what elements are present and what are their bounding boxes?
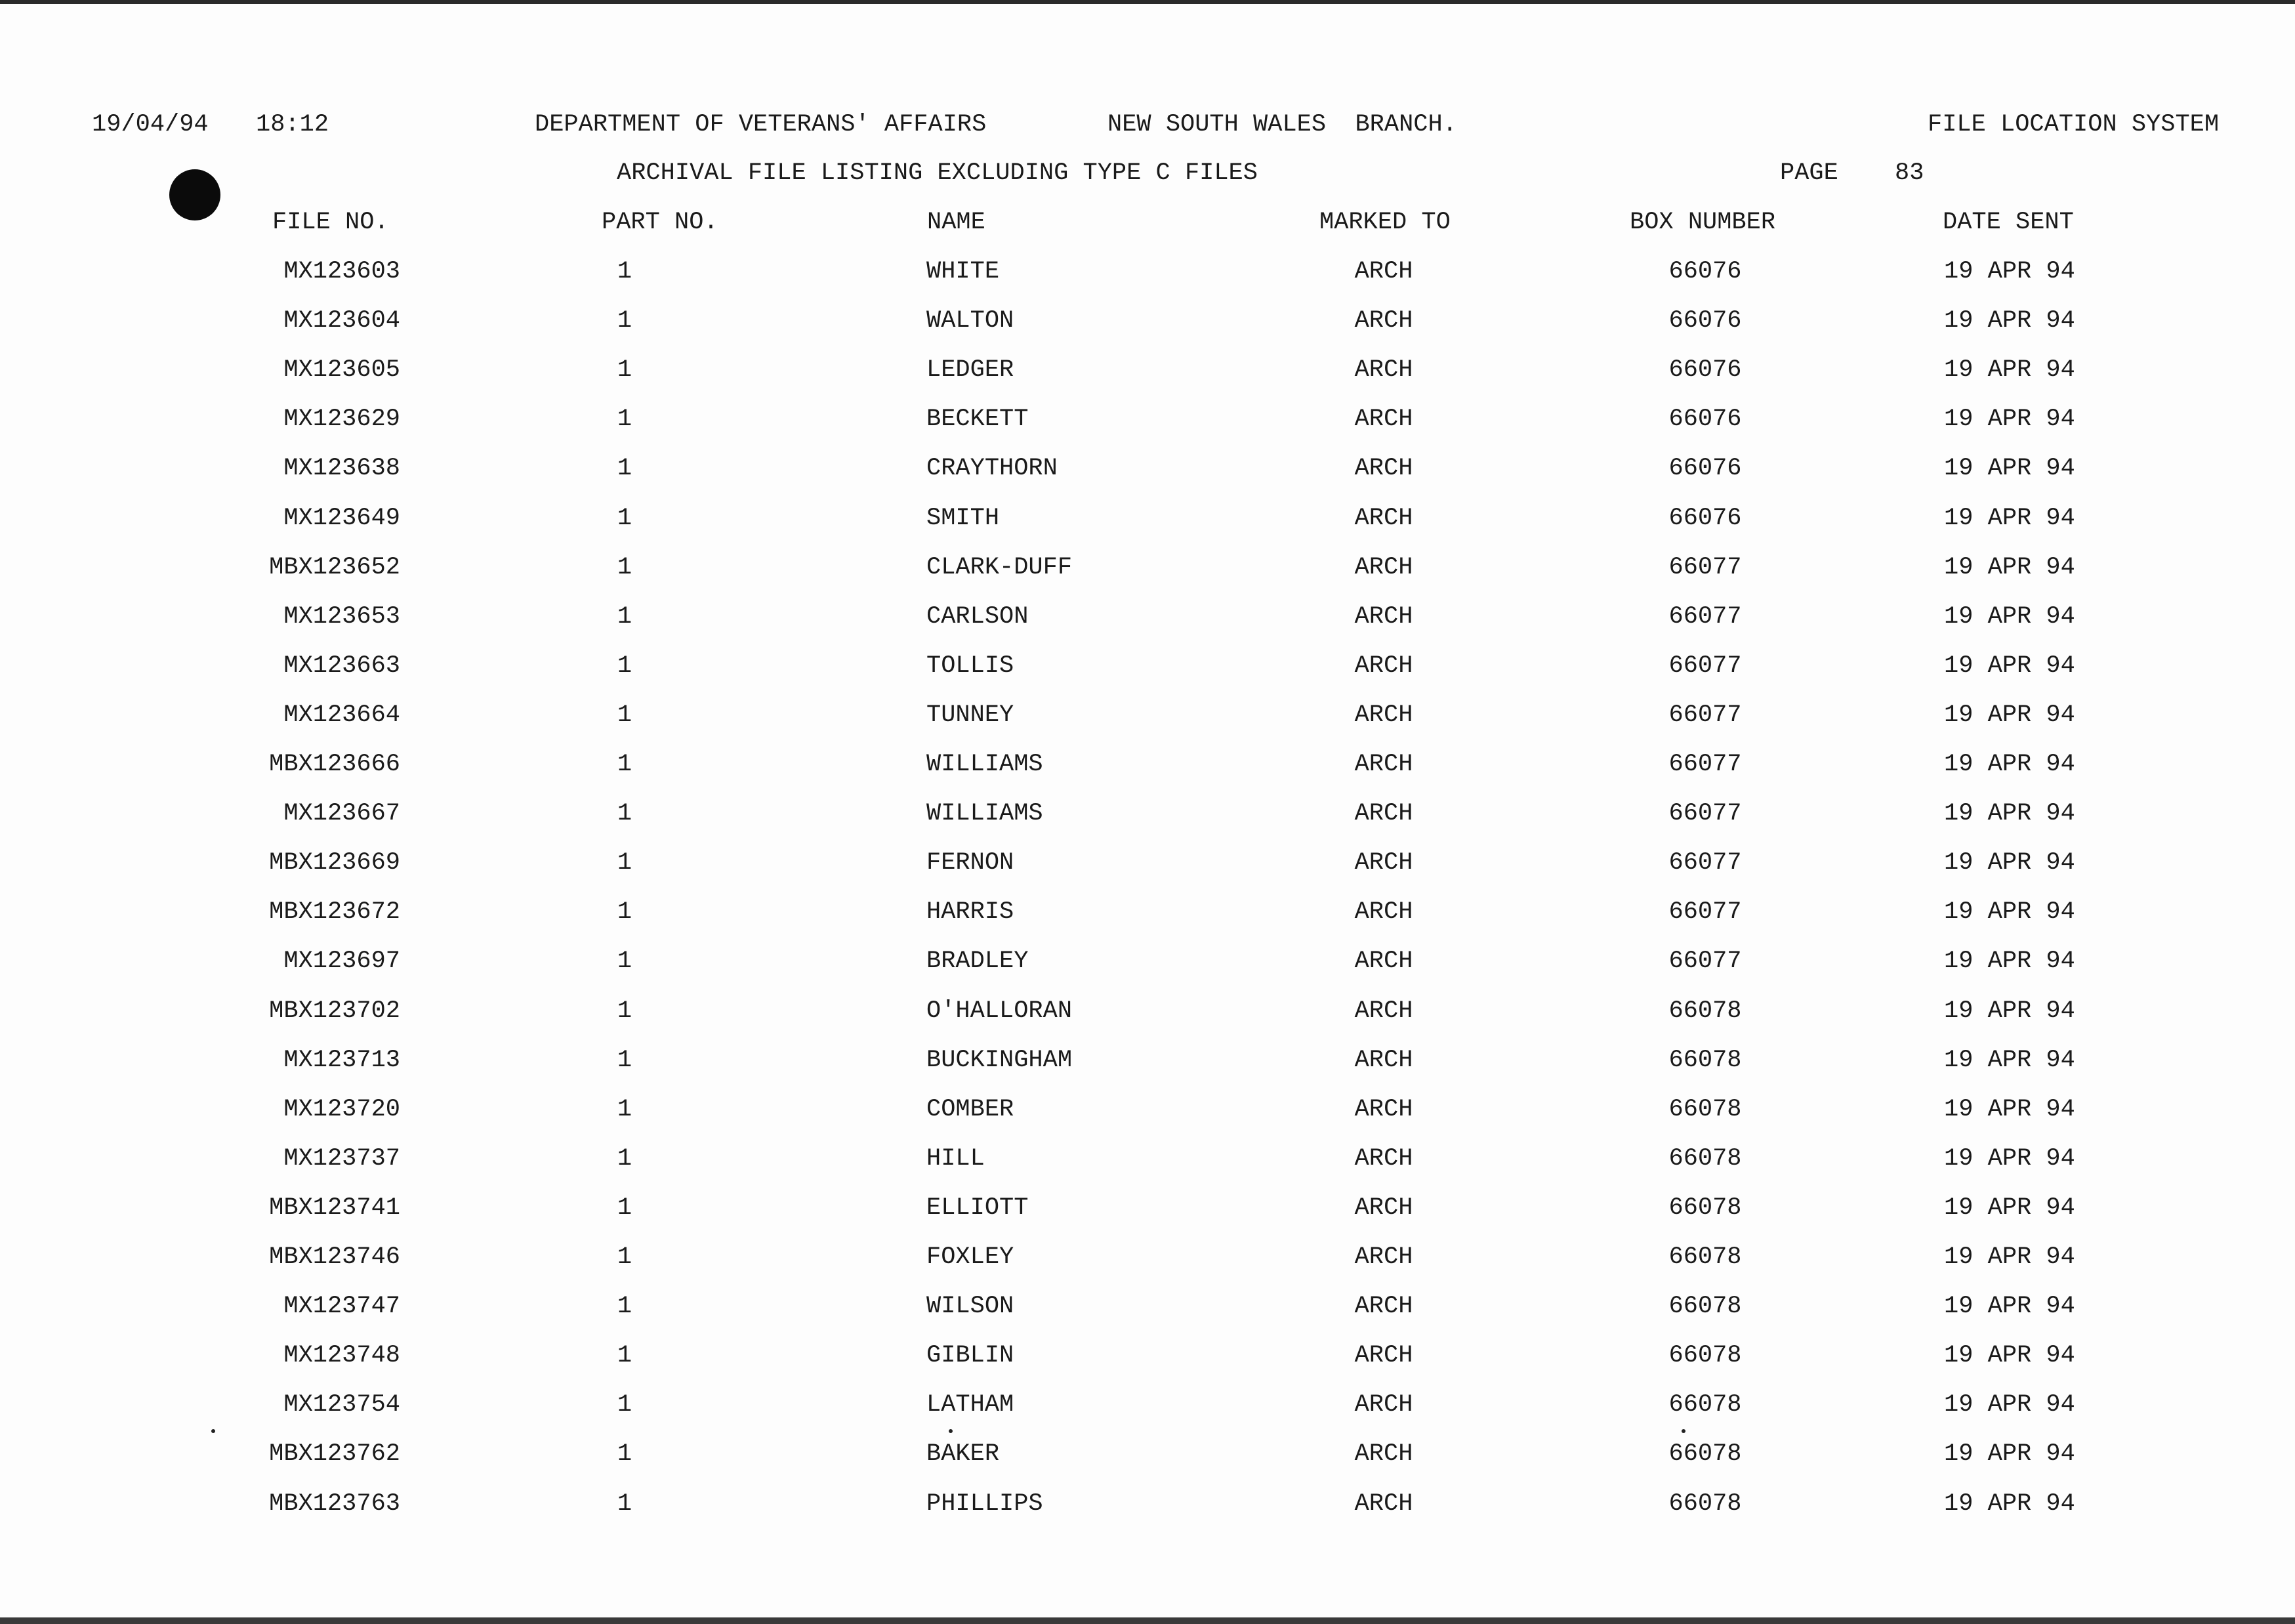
cell-date-sent: 19 APR 94 (1944, 800, 2075, 827)
cell-part-no: 1 (617, 751, 632, 778)
report-subtitle: ARCHIVAL FILE LISTING EXCLUDING TYPE C FILES (617, 159, 1258, 187)
cell-marked-to: ARCH (1354, 849, 1413, 877)
cell-marked-to: ARCH (1354, 1096, 1413, 1123)
cell-part-no: 1 (617, 701, 632, 729)
cell-date-sent: 19 APR 94 (1944, 603, 2075, 631)
cell-part-no: 1 (617, 1440, 632, 1468)
cell-date-sent: 19 APR 94 (1944, 406, 2075, 433)
cell-file-no: MX123754 (283, 1391, 400, 1419)
cell-name: HARRIS (926, 898, 1014, 926)
cell-box-number: 66078 (1668, 1096, 1742, 1123)
cell-file-no: MX123663 (283, 652, 400, 680)
cell-date-sent: 19 APR 94 (1944, 1391, 2075, 1419)
cell-file-no: MBX123702 (269, 997, 400, 1025)
cell-name: FERNON (926, 849, 1014, 877)
cell-name: ELLIOTT (926, 1194, 1029, 1222)
cell-box-number: 66077 (1668, 603, 1742, 631)
cell-file-no: MX123605 (283, 356, 400, 384)
cell-file-no: MX123604 (283, 307, 400, 335)
cell-file-no: MX123629 (283, 406, 400, 433)
cell-date-sent: 19 APR 94 (1944, 1145, 2075, 1173)
cell-box-number: 66078 (1668, 1391, 1742, 1419)
cell-marked-to: ARCH (1354, 406, 1413, 433)
cell-part-no: 1 (617, 554, 632, 581)
cell-marked-to: ARCH (1354, 505, 1413, 532)
cell-file-no: MBX123741 (269, 1194, 400, 1222)
report-time: 18:12 (256, 111, 329, 138)
cell-marked-to: ARCH (1354, 800, 1413, 827)
cell-date-sent: 19 APR 94 (1944, 1243, 2075, 1271)
scan-speck (949, 1429, 953, 1433)
cell-part-no: 1 (617, 1490, 632, 1518)
cell-box-number: 66077 (1668, 800, 1742, 827)
cell-box-number: 66076 (1668, 455, 1742, 482)
cell-file-no: MX123638 (283, 455, 400, 482)
cell-box-number: 66078 (1668, 1440, 1742, 1468)
cell-file-no: MBX123746 (269, 1243, 400, 1271)
cell-marked-to: ARCH (1354, 1490, 1413, 1518)
cell-name: COMBER (926, 1096, 1014, 1123)
scan-bottom-edge (0, 1617, 2295, 1624)
cell-name: WILSON (926, 1293, 1014, 1320)
cell-name: SMITH (926, 505, 1000, 532)
cell-name: BECKETT (926, 406, 1029, 433)
cell-date-sent: 19 APR 94 (1944, 307, 2075, 335)
system-name: FILE LOCATION SYSTEM (1928, 111, 2220, 138)
cell-file-no: MX123653 (283, 603, 400, 631)
cell-file-no: MBX123652 (269, 554, 400, 581)
cell-marked-to: ARCH (1354, 1391, 1413, 1419)
cell-file-no: MX123748 (283, 1342, 400, 1369)
cell-marked-to: ARCH (1354, 1342, 1413, 1369)
cell-marked-to: ARCH (1354, 1145, 1413, 1173)
cell-box-number: 66078 (1668, 1047, 1742, 1074)
cell-name: CARLSON (926, 603, 1029, 631)
cell-file-no: MBX123763 (269, 1490, 400, 1518)
cell-date-sent: 19 APR 94 (1944, 849, 2075, 877)
cell-part-no: 1 (617, 1293, 632, 1320)
cell-name: WILLIAMS (926, 751, 1043, 778)
cell-marked-to: ARCH (1354, 1047, 1413, 1074)
cell-part-no: 1 (617, 1194, 632, 1222)
cell-file-no: MBX123672 (269, 898, 400, 926)
cell-file-no: MX123603 (283, 258, 400, 285)
cell-box-number: 66078 (1668, 1490, 1742, 1518)
cell-date-sent: 19 APR 94 (1944, 356, 2075, 384)
cell-marked-to: ARCH (1354, 1194, 1413, 1222)
cell-date-sent: 19 APR 94 (1944, 1293, 2075, 1320)
cell-date-sent: 19 APR 94 (1944, 1440, 2075, 1468)
cell-marked-to: ARCH (1354, 307, 1413, 335)
cell-date-sent: 19 APR 94 (1944, 898, 2075, 926)
cell-box-number: 66077 (1668, 947, 1742, 975)
cell-marked-to: ARCH (1354, 652, 1413, 680)
cell-box-number: 66078 (1668, 1243, 1742, 1271)
cell-name: WHITE (926, 258, 1000, 285)
cell-marked-to: ARCH (1354, 947, 1413, 975)
cell-part-no: 1 (617, 356, 632, 384)
department-name: DEPARTMENT OF VETERANS' AFFAIRS (535, 111, 987, 138)
cell-box-number: 66077 (1668, 554, 1742, 581)
cell-name: TOLLIS (926, 652, 1014, 680)
cell-part-no: 1 (617, 1145, 632, 1173)
cell-date-sent: 19 APR 94 (1944, 652, 2075, 680)
cell-file-no: MBX123762 (269, 1440, 400, 1468)
cell-name: WILLIAMS (926, 800, 1043, 827)
cell-box-number: 66076 (1668, 356, 1742, 384)
cell-file-no: MX123649 (283, 505, 400, 532)
cell-file-no: MX123667 (283, 800, 400, 827)
cell-name: CLARK-DUFF (926, 554, 1073, 581)
cell-part-no: 1 (617, 652, 632, 680)
cell-part-no: 1 (617, 455, 632, 482)
cell-file-no: MX123720 (283, 1096, 400, 1123)
cell-date-sent: 19 APR 94 (1944, 947, 2075, 975)
cell-part-no: 1 (617, 898, 632, 926)
cell-date-sent: 19 APR 94 (1944, 455, 2075, 482)
column-header-part-no: PART NO. (602, 209, 718, 236)
cell-name: LATHAM (926, 1391, 1014, 1419)
cell-date-sent: 19 APR 94 (1944, 701, 2075, 729)
cell-box-number: 66076 (1668, 406, 1742, 433)
cell-file-no: MX123747 (283, 1293, 400, 1320)
cell-file-no: MX123664 (283, 701, 400, 729)
cell-marked-to: ARCH (1354, 356, 1413, 384)
cell-part-no: 1 (617, 849, 632, 877)
punch-hole (169, 169, 220, 220)
cell-date-sent: 19 APR 94 (1944, 1194, 2075, 1222)
cell-name: BUCKINGHAM (926, 1047, 1073, 1074)
scan-speck (211, 1429, 215, 1433)
cell-name: TUNNEY (926, 701, 1014, 729)
cell-file-no: MBX123669 (269, 849, 400, 877)
cell-part-no: 1 (617, 505, 632, 532)
cell-marked-to: ARCH (1354, 455, 1413, 482)
cell-name: BAKER (926, 1440, 1000, 1468)
column-header-name: NAME (927, 209, 985, 236)
cell-box-number: 66076 (1668, 505, 1742, 532)
cell-box-number: 66078 (1668, 1293, 1742, 1320)
cell-name: HILL (926, 1145, 985, 1173)
cell-box-number: 66076 (1668, 307, 1742, 335)
cell-part-no: 1 (617, 258, 632, 285)
cell-name: BRADLEY (926, 947, 1029, 975)
cell-part-no: 1 (617, 800, 632, 827)
cell-part-no: 1 (617, 1243, 632, 1271)
cell-part-no: 1 (617, 603, 632, 631)
cell-date-sent: 19 APR 94 (1944, 505, 2075, 532)
scan-top-edge (0, 0, 2295, 4)
cell-date-sent: 19 APR 94 (1944, 1342, 2075, 1369)
cell-marked-to: ARCH (1354, 603, 1413, 631)
cell-date-sent: 19 APR 94 (1944, 1047, 2075, 1074)
cell-file-no: MX123713 (283, 1047, 400, 1074)
cell-date-sent: 19 APR 94 (1944, 258, 2075, 285)
cell-marked-to: ARCH (1354, 751, 1413, 778)
cell-name: PHILLIPS (926, 1490, 1043, 1518)
cell-date-sent: 19 APR 94 (1944, 997, 2075, 1025)
cell-file-no: MX123737 (283, 1145, 400, 1173)
cell-part-no: 1 (617, 1342, 632, 1369)
cell-marked-to: ARCH (1354, 997, 1413, 1025)
cell-box-number: 66077 (1668, 898, 1742, 926)
branch-name: NEW SOUTH WALES BRANCH. (1107, 111, 1457, 138)
cell-name: CRAYTHORN (926, 455, 1058, 482)
cell-part-no: 1 (617, 1096, 632, 1123)
cell-name: WALTON (926, 307, 1014, 335)
cell-name: GIBLIN (926, 1342, 1014, 1369)
cell-marked-to: ARCH (1354, 258, 1413, 285)
cell-box-number: 66077 (1668, 701, 1742, 729)
cell-part-no: 1 (617, 947, 632, 975)
cell-box-number: 66078 (1668, 1145, 1742, 1173)
cell-marked-to: ARCH (1354, 1293, 1413, 1320)
cell-box-number: 66077 (1668, 849, 1742, 877)
cell-part-no: 1 (617, 406, 632, 433)
cell-marked-to: ARCH (1354, 701, 1413, 729)
column-header-marked-to: MARKED TO (1319, 209, 1451, 236)
page-label: PAGE (1780, 159, 1838, 187)
cell-name: FOXLEY (926, 1243, 1014, 1271)
cell-file-no: MBX123666 (269, 751, 400, 778)
column-header-file-no: FILE NO. (272, 209, 389, 236)
cell-date-sent: 19 APR 94 (1944, 554, 2075, 581)
cell-marked-to: ARCH (1354, 1243, 1413, 1271)
cell-part-no: 1 (617, 307, 632, 335)
cell-box-number: 66077 (1668, 652, 1742, 680)
cell-part-no: 1 (617, 1391, 632, 1419)
cell-marked-to: ARCH (1354, 898, 1413, 926)
cell-file-no: MX123697 (283, 947, 400, 975)
scan-speck (1682, 1429, 1685, 1433)
column-header-box-number: BOX NUMBER (1630, 209, 1776, 236)
page-number: 83 (1895, 159, 1924, 187)
column-header-date-sent: DATE SENT (1943, 209, 2074, 236)
cell-date-sent: 19 APR 94 (1944, 751, 2075, 778)
cell-name: LEDGER (926, 356, 1014, 384)
cell-name: O'HALLORAN (926, 997, 1073, 1025)
cell-box-number: 66078 (1668, 1194, 1742, 1222)
cell-marked-to: ARCH (1354, 1440, 1413, 1468)
cell-box-number: 66077 (1668, 751, 1742, 778)
cell-box-number: 66078 (1668, 997, 1742, 1025)
cell-marked-to: ARCH (1354, 554, 1413, 581)
report-date: 19/04/94 (92, 111, 209, 138)
cell-part-no: 1 (617, 997, 632, 1025)
cell-part-no: 1 (617, 1047, 632, 1074)
cell-box-number: 66078 (1668, 1342, 1742, 1369)
cell-date-sent: 19 APR 94 (1944, 1096, 2075, 1123)
cell-box-number: 66076 (1668, 258, 1742, 285)
cell-date-sent: 19 APR 94 (1944, 1490, 2075, 1518)
